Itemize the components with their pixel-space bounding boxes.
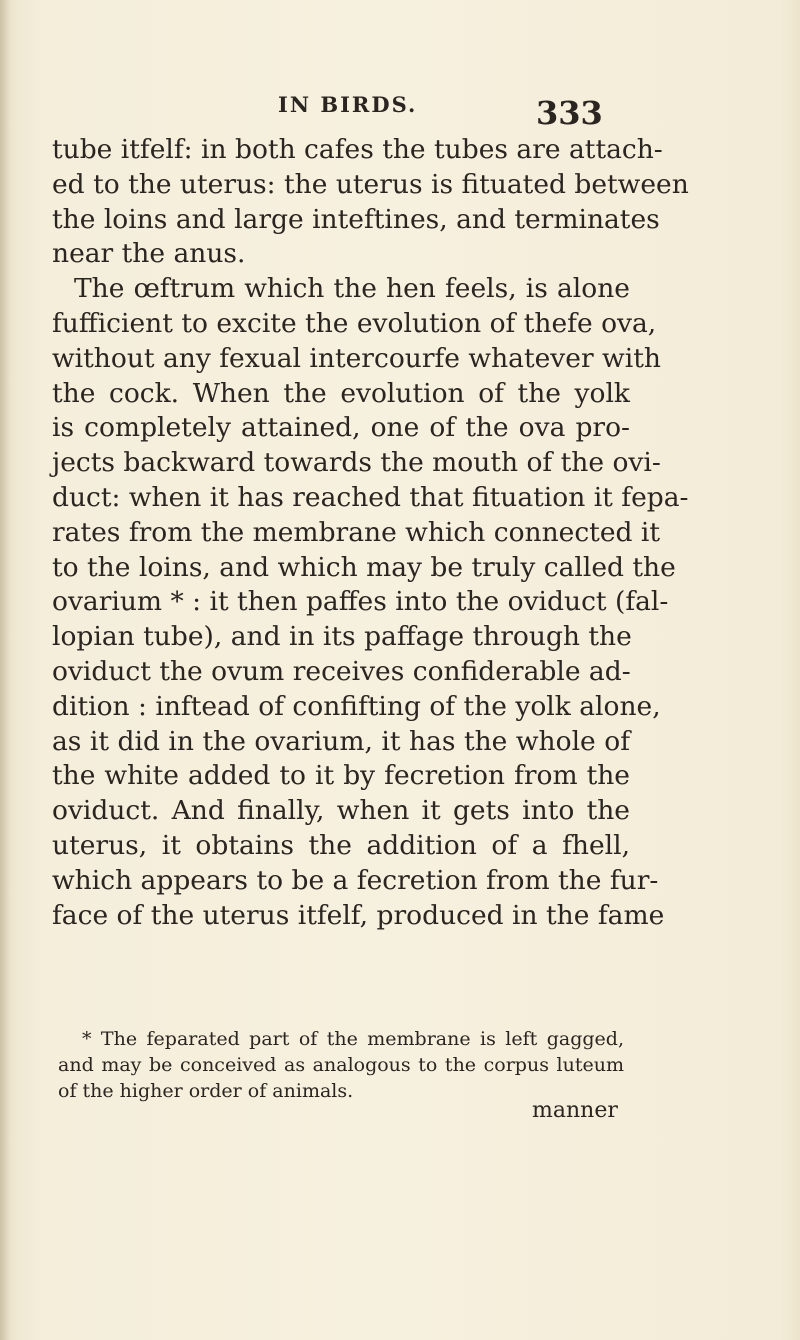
text-line: The œftrum which the hen feels, is alone: [74, 273, 630, 305]
text-line: dition : inftead of confifting of the yolk alone,: [52, 690, 661, 722]
text-line: as it did in the ovarium, it has the whole of: [52, 725, 630, 757]
text-line: the white added to it by fecretion from the: [52, 760, 630, 792]
text-line: rates from the membrane which connected it: [52, 516, 661, 548]
text-line: tube itfelf: in both cafes the tubes are attach-: [52, 134, 663, 165]
text-line: the loins and large inteftines, and terminates: [52, 203, 660, 235]
text-line: near the anus.: [52, 238, 246, 270]
catchword: manner: [532, 1098, 618, 1123]
text-line: ovarium * : it then paffes into the oviduct (fal-: [52, 586, 669, 618]
text-line: oviduct. And finally, when it gets into the: [52, 795, 630, 827]
text-line: jects backward towards the mouth of the ovi-: [52, 447, 661, 479]
running-head: IN BIRDS.: [278, 92, 418, 117]
text-line: uterus, it obtains the addition of a fhell,: [52, 829, 630, 861]
text-line: the cock. When the evolution of the yolk: [52, 377, 630, 409]
text-line: face of the uterus itfelf, produced in the fame: [52, 899, 665, 931]
text-line: ed to the uterus: the uterus is fituated between: [52, 168, 689, 200]
footnote-line: * The feparated part of the membrane is left gagged,: [82, 1028, 624, 1050]
footnote-line: and may be conceived as analogous to the corpus luteum: [58, 1054, 624, 1076]
page-gutter-shadow: [0, 0, 10, 1340]
text-line: oviduct the ovum receives confiderable ad-: [52, 655, 631, 687]
footnote: [58, 1026, 624, 1104]
page-number: 333: [536, 94, 603, 132]
text-line: lopian tube), and in its paffage through the: [52, 621, 632, 653]
footnote-line: of the higher order of animals.: [58, 1080, 354, 1102]
text-line: without any fexual intercourfe whatever with: [52, 342, 661, 374]
body-text: [52, 133, 689, 933]
text-line: is completely attained, one of the ova pro-: [52, 412, 630, 444]
text-line: to the loins, and which may be truly called the: [52, 551, 676, 583]
text-line: which appears to be a fecretion from the fur-: [52, 864, 659, 896]
text-line: fufficient to excite the evolution of thefe ova,: [52, 307, 657, 339]
text-line: duct: when it has reached that fituation it fepa-: [52, 481, 689, 513]
